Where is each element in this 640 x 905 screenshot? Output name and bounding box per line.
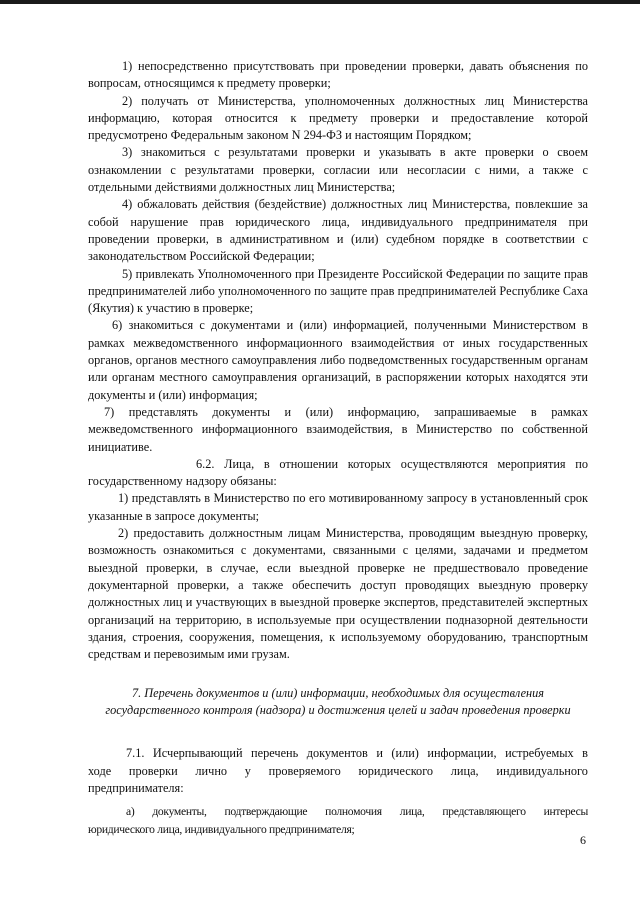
word: юридического <box>358 763 434 778</box>
obligation-2: 2) предоставить должностным лицам Министерства, проводящим выездную проверку, возможность ознакомиться с документами, связанными с целями, задачами и предметом выездной проверки, в случае, если выездной проверке не предшествовало проведение документарной проверки, а также обеспечить доступ проводящих выездную проверку должностных лиц и участвующих в выездной проверке экспертов, представителей экспертных организаций на территорию, в используемые при осуществлении подназорной деятельности здания, строения, сооружения, помещения, к используемому оборудованию, транспортным средствам и перевозимым ими грузам. <box>88 526 588 662</box>
word: проверяемого <box>268 763 341 778</box>
clause-7-1-line-1 <box>88 745 588 762</box>
word: лица, <box>450 763 479 778</box>
paragraph-right-7: 7) представлять документы и (или) информацию, запрашиваемые в рамках межведомственного информационного взаимодействия, в Министерство по собственной инициативе. <box>88 404 588 454</box>
word: документы, <box>152 805 207 819</box>
word: лица, <box>399 805 425 819</box>
clause-6-2-first-line <box>88 456 588 473</box>
item-a-rest: юридического лица, индивидуального предпринимателя; <box>88 822 355 836</box>
word: Исчерпывающий <box>152 746 243 761</box>
word: у <box>244 763 251 778</box>
word: представляющего <box>442 805 526 819</box>
word: индивидуального <box>496 763 588 778</box>
item-a-first-line <box>88 803 588 820</box>
word: полномочия <box>325 805 382 819</box>
clause-number: 7.1. <box>126 746 145 761</box>
paragraph-right-1: 1) непосредственно присутствовать при проведении проверки, давать объяснения по вопросам, относящимся к предмету проверки; <box>88 59 588 91</box>
page-number: 6 <box>580 833 586 847</box>
clause-6-2-rest: государственному надзору обязаны: <box>88 474 277 489</box>
obligation-1: 1) представлять в Министерство по его мотивированному запросу в установленный срок указанные в запросе документы; <box>88 491 588 523</box>
word: истребуемых <box>505 746 574 761</box>
word: интересы <box>543 805 588 819</box>
word: в <box>582 746 588 761</box>
section-7-heading: 7. Перечень документов и (или) информации, необходимых для осуществления государственного контроля (надзора) и достижения целей и задач проведения проверки <box>105 686 571 718</box>
word: (или) <box>391 746 419 761</box>
paragraph-right-5: 5) привлекать Уполномоченного при Президенте Российской Федерации по защите прав предпринимателей либо уполномоченного по защите прав предпринимателей Республике Саха (Якутия) к участию в проверке; <box>88 266 588 316</box>
paragraph-right-4: 4) обжаловать действия (бездействие) должностных лиц Министерства, повлекшие за собой нарушение прав юридического лица, индивидуального предпринимателя при проведении проверки, в административном и (или) судебном порядке в соответствии с законодательством Российской Федерации; <box>88 197 588 264</box>
clause-7-1-line-2 <box>88 763 588 780</box>
paragraph-right-3: 3) знакомиться с результатами проверки и указывать в акте проверки о своем ознакомлении с результатами проверки, согласии или несогласии с ними, а также с отдельными действиями должностных лиц Министерства; <box>88 145 588 195</box>
clause-7-1-line-3: предпринимателя: <box>88 780 184 795</box>
paragraph-right-2: 2) получать от Министерства, уполномоченных должностных лиц Министерства информацию, которая относится к предмету проверки и предоставление которой предусмотрено Федеральным законом N 294-ФЗ и настоящим Порядком; <box>88 93 588 143</box>
word: подтверждающие <box>224 805 308 819</box>
document-body <box>88 58 588 838</box>
word: и <box>376 746 383 761</box>
word: проверки <box>128 763 178 778</box>
word: по <box>575 456 588 471</box>
word: лично <box>195 763 228 778</box>
paragraph-right-6: 6) знакомиться с документами и (или) информацией, полученными Министерством в рамках межведомственного информационного взаимодействия от иных государственных органов, органов местного самоуправления либо подведомственных государственным органам или органам местного самоуправления организаций, в распоряжении которых находятся эти документы и (или) информация; <box>88 318 588 402</box>
word: перечень <box>251 746 299 761</box>
word: документов <box>306 746 368 761</box>
word: осуществляются <box>400 456 488 471</box>
word: информации, <box>427 746 497 761</box>
word: ходе <box>88 763 112 778</box>
word: которых <box>347 456 392 471</box>
word: Лица, <box>224 456 255 471</box>
word: в <box>263 456 270 471</box>
word: отношении <box>279 456 339 471</box>
item-marker: а) <box>126 805 135 819</box>
top-border-line <box>0 0 640 4</box>
clause-number: 6.2. <box>196 456 215 471</box>
word: мероприятия <box>497 456 566 471</box>
